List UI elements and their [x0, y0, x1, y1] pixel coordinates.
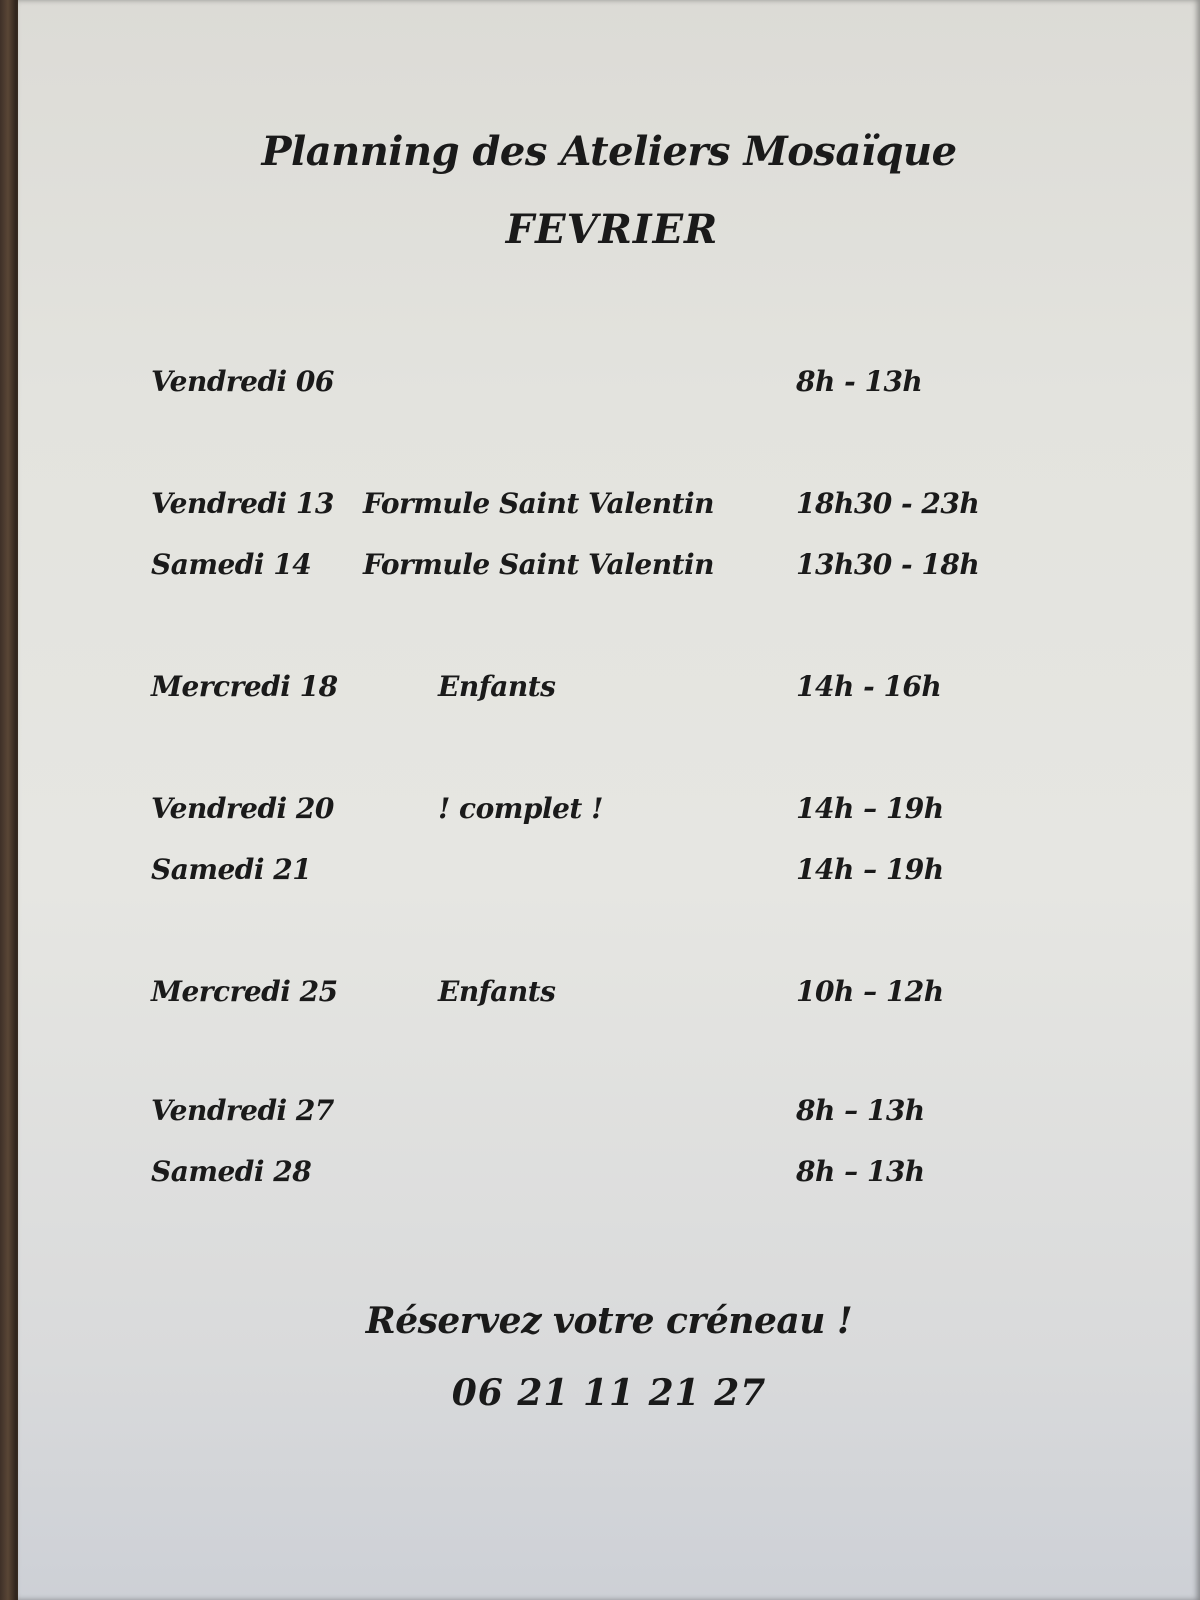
schedule-row	[18, 487, 1200, 527]
schedule-day: Mercredi 25	[151, 975, 338, 1008]
schedule-day: Vendredi 27	[151, 1094, 334, 1127]
schedule-day: Vendredi 06	[151, 365, 334, 398]
schedule-day: Samedi 14	[151, 548, 312, 581]
schedule-row	[18, 853, 1200, 893]
schedule-row	[18, 670, 1200, 710]
schedule-note: Formule Saint Valentin	[363, 548, 715, 581]
schedule-time: 13h30 - 18h	[796, 548, 980, 581]
flyer-title: Planning des Ateliers Mosaïque	[261, 128, 957, 175]
booking-call-to-action: Réservez votre créneau !	[365, 1300, 853, 1342]
schedule-day: Vendredi 20	[151, 792, 334, 825]
schedule-time: 14h – 19h	[796, 792, 944, 825]
schedule-day: Vendredi 13	[151, 487, 334, 520]
schedule-row	[18, 792, 1200, 832]
schedule-time: 8h – 13h	[796, 1094, 925, 1127]
schedule-day: Samedi 21	[151, 853, 312, 886]
schedule-row	[18, 548, 1200, 588]
flyer-paper	[18, 0, 1200, 1600]
schedule-time: 18h30 - 23h	[796, 487, 980, 520]
schedule-note: ! complet !	[438, 792, 603, 825]
schedule-time: 10h – 12h	[796, 975, 944, 1008]
schedule-row	[18, 975, 1200, 1015]
schedule-row	[18, 1155, 1200, 1195]
schedule-note: Enfants	[438, 975, 556, 1008]
schedule-row	[18, 1094, 1200, 1134]
schedule-row	[18, 365, 1200, 405]
schedule-day: Mercredi 18	[151, 670, 338, 703]
schedule-time: 8h – 13h	[796, 1155, 925, 1188]
schedule-time: 14h - 16h	[796, 670, 942, 703]
schedule-note: Enfants	[438, 670, 556, 703]
schedule-time: 8h - 13h	[796, 365, 923, 398]
schedule-note: Formule Saint Valentin	[363, 487, 715, 520]
schedule-time: 14h – 19h	[796, 853, 944, 886]
phone-number: 06 21 11 21 27	[451, 1372, 767, 1414]
schedule-day: Samedi 28	[151, 1155, 312, 1188]
month-heading: FEVRIER	[505, 206, 719, 253]
